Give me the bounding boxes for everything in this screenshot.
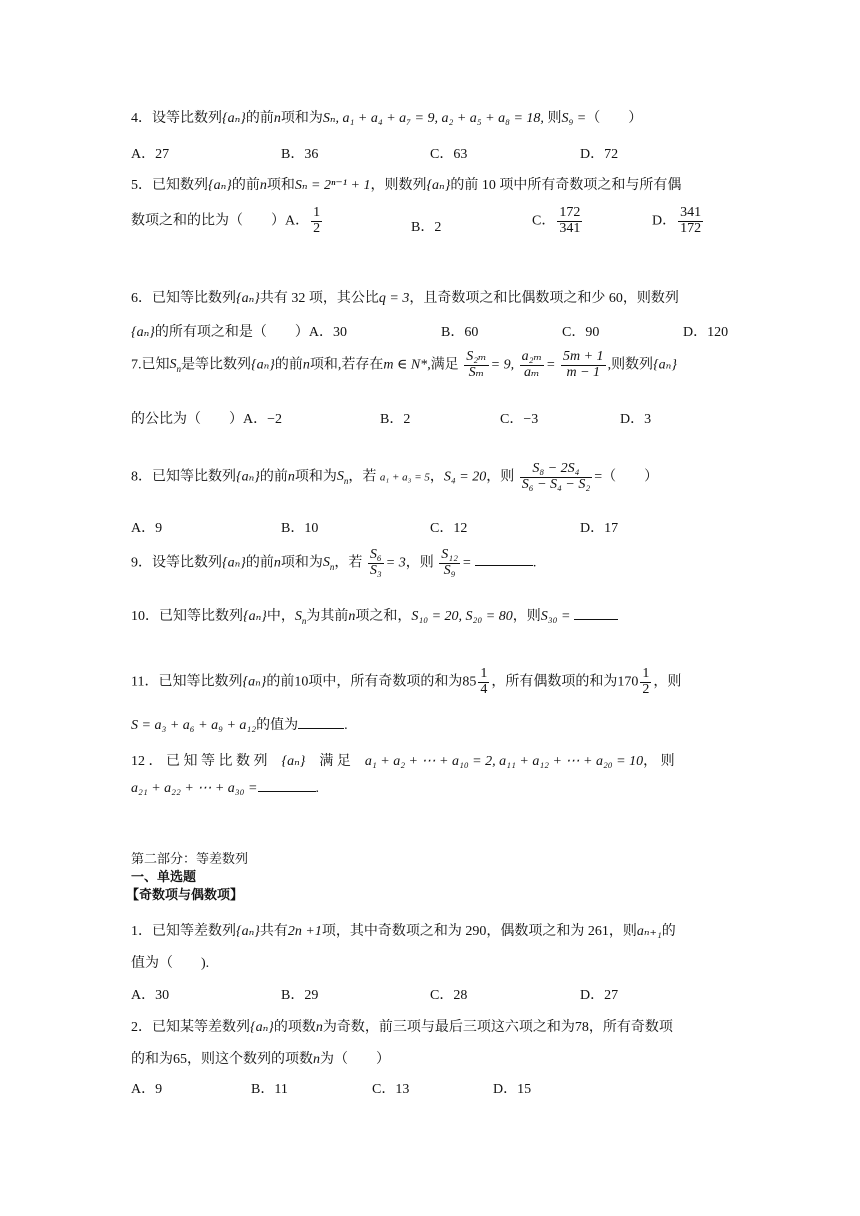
q8-option-d: D．17 bbox=[580, 521, 619, 536]
q11-line1: 11．已知等比数列{aₙ}的前10项中，所有奇数项的和为85 $\frac{1}{4}$ ，所有偶数项的和为170 $\frac{1}{2}$ ，则 bbox=[131, 666, 682, 697]
p1-line2: 值为（ ). bbox=[131, 956, 210, 971]
p1-option-c: C．28 bbox=[430, 988, 468, 1003]
q9-stem: 9．设等比数列{aₙ}的前n项和为$S_n$，若 $\frac{\text{S₆}}{\text{S₃}}$ = 3，则 $\frac{\text{S₁₂}}{\text{S₉}}$ = . bbox=[131, 547, 537, 578]
q8-option-c: C．12 bbox=[430, 521, 468, 536]
section-subtitle: 一、单选题 bbox=[131, 870, 197, 885]
q12-line1: 12 ． 已 知 等 比 数 列 {aₙ} 满 足 a₁ + a₂ + ⋯ + a₁₀ = 2, a₁₁ + a₁₂ + ⋯ + a₂₀ = 10， 则 bbox=[131, 754, 675, 769]
q11-answer-blank[interactable] bbox=[298, 727, 344, 729]
q8-option-a: A．9 bbox=[131, 521, 163, 536]
q4-option-c: C．63 bbox=[430, 147, 468, 162]
p1-line1: 1．已知等差数列{aₙ}共有2n +1项，其中奇数项之和为 290，偶数项之和为 261，则aₙ₊₁的 bbox=[131, 924, 676, 939]
q6-option-d: D．120 bbox=[683, 325, 729, 340]
p2-option-b: B．11 bbox=[251, 1082, 288, 1097]
p1-option-a: A．30 bbox=[131, 988, 170, 1003]
p1-option-b: B．29 bbox=[281, 988, 319, 1003]
q7-option-b: B．2 bbox=[380, 412, 411, 427]
q10-stem: 10．已知等比数列{aₙ}中，$S_n$为其前n项之和，S₁₀ = 20, S₂₀ = 80，则S₃₀ = bbox=[131, 605, 618, 626]
q5-option-b: B．2 bbox=[411, 220, 442, 235]
section-title: 第二部分：等差数列 bbox=[131, 852, 249, 867]
q7-line2: 的公比为（ ）A．−2 bbox=[131, 412, 283, 427]
q12-line2: a₂₁ + a₂₂ + ⋯ + a₃₀ = . bbox=[131, 781, 319, 796]
q12-answer-blank[interactable] bbox=[258, 790, 316, 792]
q7-option-d: D．3 bbox=[620, 412, 652, 427]
q4-option-a: A．27 bbox=[131, 147, 170, 162]
q6-option-c: C．90 bbox=[562, 325, 600, 340]
q9-answer-blank[interactable] bbox=[475, 564, 533, 566]
q4-stem: 4．设等比数列{aₙ}的前n项和为Sₙ, a₁ + a₄ + a₇ = 9, a₂ + a₅ + a₈ = 18, 则S₉ =（ ） bbox=[131, 111, 643, 126]
q5-line1: 5．已知数列{aₙ}的前n项和Sₙ = 2ⁿ⁻¹ + 1，则数列{aₙ}的前 10 项中所有奇数项之和与所有偶 bbox=[131, 178, 682, 193]
q10-answer-blank[interactable] bbox=[574, 618, 618, 620]
q5-fraction-a: $\frac{1}{2}$ bbox=[313, 205, 321, 236]
p2-line2: 的和为65，则这个数列的项数n为（ ） bbox=[131, 1052, 390, 1067]
q6-line2: {aₙ}的所有项之和是（ ）A．30 bbox=[131, 325, 347, 340]
q7-line1: 7.已知$S_n$是等比数列{aₙ}的前n项和,若存在m ∈ N*,满足 $\frac{\text{S₂ₘ}}{\text{Sₘ}}$ = 9, $\frac{\text{a₂ₘ}}{\text{aₘ}}$ = $\frac{5m + 1}{m - 1}$ ,则数列{aₙ} bbox=[131, 349, 677, 380]
q4-option-b: B．36 bbox=[281, 147, 319, 162]
q5-option-c: C． $\frac{172}{341}$ bbox=[532, 205, 581, 236]
q4-option-d: D．72 bbox=[580, 147, 619, 162]
q8-option-b: B．10 bbox=[281, 521, 319, 536]
section-tag: 【奇数项与偶数项】 bbox=[126, 888, 244, 903]
p2-option-a: A．9 bbox=[131, 1082, 163, 1097]
q8-stem: 8．已知等比数列{aₙ}的前n项和为$S_n$，若 a₁ + a₃ = 5，S₄ = 20，则 $\frac{\text{S₈ − 2S₄}}{\text{S₆ − S₄ − S₂}}$ =（ ） bbox=[131, 461, 659, 492]
p1-option-d: D．27 bbox=[580, 988, 619, 1003]
q6-option-b: B．60 bbox=[441, 325, 479, 340]
q6-line1: 6．已知等比数列{aₙ}共有 32 项，其公比q = 3，且奇数项之和比偶数项之和少 60，则数列 bbox=[131, 291, 679, 306]
p2-line1: 2．已知某等差数列{aₙ}的项数n为奇数，前三项与最后三项这六项之和为78，所有奇数项 bbox=[131, 1020, 673, 1035]
q11-line2: S = a₃ + a₆ + a₉ + a₁₂的值为 . bbox=[131, 718, 348, 733]
q7-option-c: C．−3 bbox=[500, 412, 539, 427]
p2-option-d: D．15 bbox=[493, 1082, 532, 1097]
q5-line2: 数项之和的比为（ ）A． $\frac{1}{2}$ bbox=[131, 205, 321, 236]
q5-option-d: D． $\frac{341}{172}$ bbox=[652, 205, 702, 236]
p2-option-c: C．13 bbox=[372, 1082, 410, 1097]
